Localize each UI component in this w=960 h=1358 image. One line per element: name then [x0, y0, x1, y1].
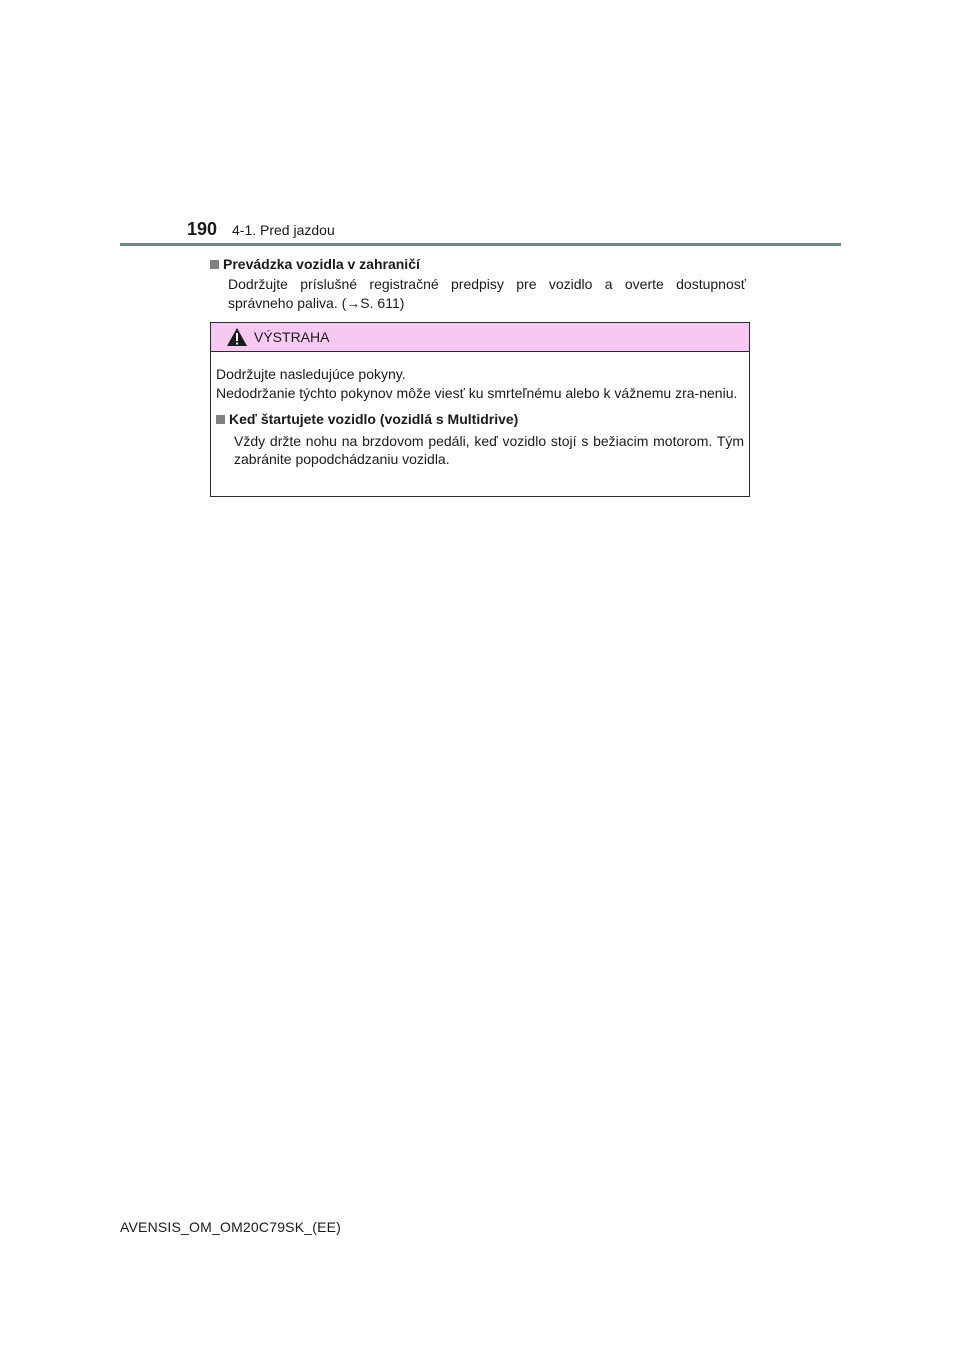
- warning-box: [210, 322, 750, 497]
- warning-subtext: Vždy držte nohu na brzdovom pedáli, keď vozidlo stojí s bežiacim motorom. Tým zabránite popodchádzaniu vozidla.: [234, 432, 744, 467]
- warning-header: [211, 323, 749, 352]
- warning-title: VÝSTRAHA: [254, 329, 330, 345]
- warning-intro-line1: Dodržujte nasledujúce pokyny.: [216, 366, 406, 382]
- warning-intro-line2: Nedodržanie týchto pokynov môže viesť ku smrteľnému alebo k vážnemu zra-neniu.: [216, 384, 738, 401]
- warning-body: [211, 352, 749, 469]
- square-bullet-icon: [210, 260, 219, 269]
- square-bullet-icon: [216, 415, 225, 424]
- section-body: Dodržujte príslušné registračné predpisy pre vozidlo a overte dostupnosť správneho paliva. (→S. 611): [228, 276, 746, 311]
- warning-subheading: [216, 410, 744, 429]
- warning-triangle-icon: [226, 327, 248, 347]
- header-rule: [120, 243, 841, 246]
- page-number: 190: [187, 219, 218, 239]
- section-heading-text: Prevádzka vozidla v zahraničí: [223, 256, 420, 272]
- warning-subheading-text: Keď štartujete vozidlo (vozidlá s Multidrive): [229, 411, 519, 427]
- section-heading: [210, 255, 420, 273]
- footer-doc-code: AVENSIS_OM_OM20C79SK_(EE): [120, 1219, 342, 1235]
- section-title: 4-1. Pred jazdou: [232, 222, 335, 238]
